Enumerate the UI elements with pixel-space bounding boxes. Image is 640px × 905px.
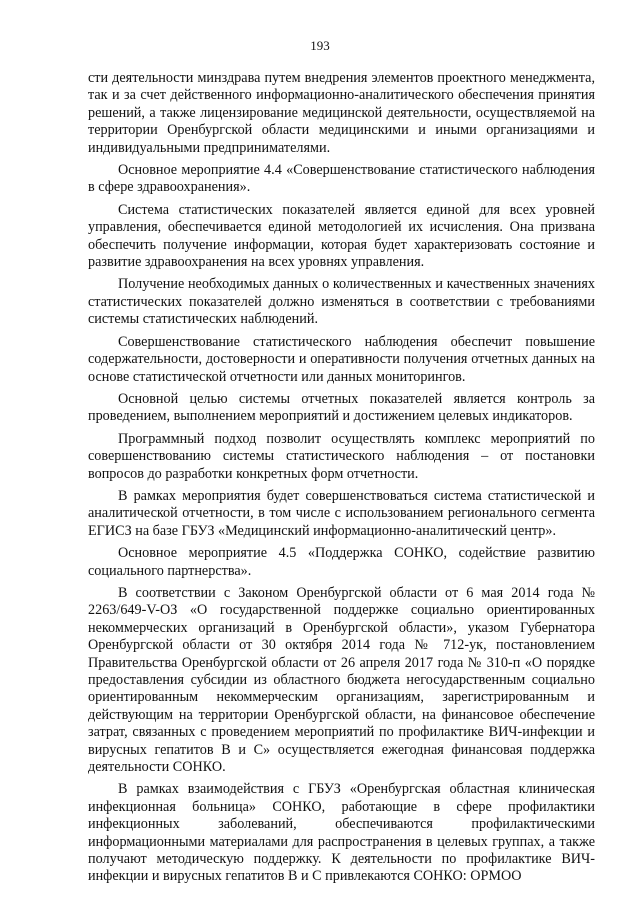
paragraph-measure-4-4-heading: Основное мероприятие 4.4 «Совершенствование статистического наблюдения в сфере здравоохранения». — [88, 162, 595, 196]
paragraph-program-approach: Программный подход позволит осуществлять комплекс мероприятий по совершенствованию системы статистического наблюдения – от постановки вопросов до разработки конкретных форм отчетности. — [88, 430, 595, 482]
paragraph-cooperation: В рамках взаимодействия с ГБУЗ «Оренбургская областная клиническая инфекционная больница» СОНКО, работающие в сфере профилактики инфекционных заболеваний, обеспечиваются профилактическими информационными материалами для распространения в целевых группах, а также получают методическую поддержку. К деятельности по профилактике ВИЧ-инфекции и вирусных гепатитов В и С привлекаются СОНКО: ОРМОО — [88, 781, 595, 885]
paragraph-improvement: Совершенствование статистического наблюдения обеспечит повышение содержательности, достоверности и оперативности получения отчетных данных на основе статистической отчетности или данных мониторингов. — [88, 333, 595, 385]
paragraph-continuation: сти деятельности минздрава путем внедрения элементов проектного менеджмента, так и за счет действенного информационно-аналитического обеспечения принятия решений, а также лицензирование медицинской деятельности, осуществляемой на территории Оренбургской области медицинскими и иными организациями и индивидуальными предпринимателями. — [88, 70, 595, 156]
paragraph-measure-4-5-heading: Основное мероприятие 4.5 «Поддержка СОНКО, содействие развитию социального партнерства». — [88, 545, 595, 579]
document-body — [88, 70, 595, 891]
paragraph-data-collection: Получение необходимых данных о количественных и качественных значениях статистических показателей должно изменяться в соответствии с требованиями системы статистических наблюдений. — [88, 276, 595, 328]
paragraph-main-goal: Основной целью системы отчетных показателей является контроль за проведением, выполнением мероприятий и достижением целевых индикаторов. — [88, 390, 595, 425]
paragraph-legal-basis: В соответствии с Законом Оренбургской области от 6 мая 2014 года № 2263/649-V-ОЗ «О государственной поддержке социально ориентированных некоммерческих организаций в Оренбургской области», указом Губернатора Оренбургской области от 30 октября 2014 года № 712-ук, постановлением Правительства Оренбургской области от 26 апреля 2017 года № 310-п «О порядке предоставления субсидии из областного бюджета негосударственным социально ориентированным некоммерческим организациям, зарегистрированным и действующим на территории Оренбургской области, на финансовое обеспечение затрат, связанных с проведением мероприятий по профилактике ВИЧ-инфекции и вирусных гепатитов В и С» осуществляется ежегодная финансовая поддержка деятельности СОНКО. — [88, 584, 595, 776]
paragraph-egisz: В рамках мероприятия будет совершенствоваться система статистической и аналитической отчетности, в том числе с использованием регионального сегмента ЕГИСЗ на базе ГБУЗ «Медицинский информационно-аналитический центр». — [88, 487, 595, 539]
page-number: 193 — [310, 38, 330, 53]
paragraph-statistical-system: Система статистических показателей является единой для всех уровней управления, обеспечивается единой методологией их исчисления. Она призвана обеспечить получение информации, которая будет характеризовать состояние и развитие здравоохранения на всех уровнях управления. — [88, 201, 595, 271]
